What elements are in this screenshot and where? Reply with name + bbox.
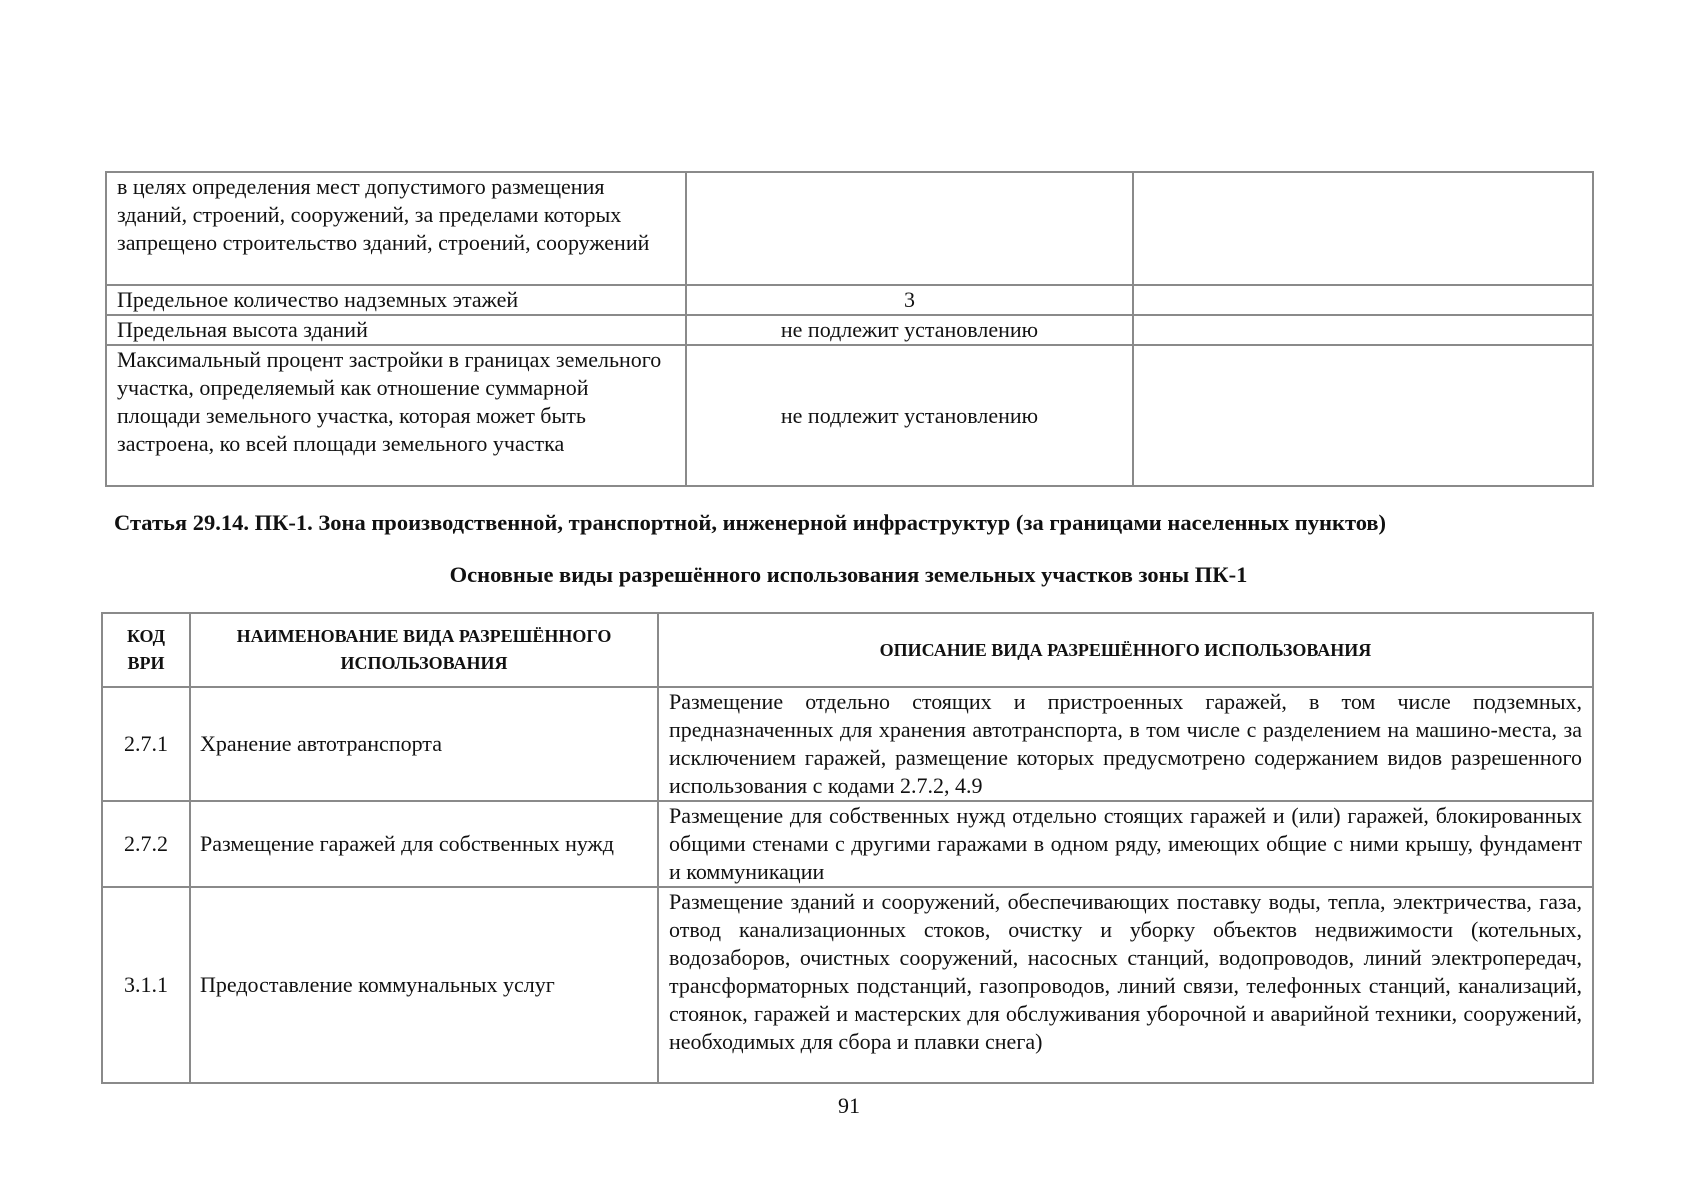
table-row — [102, 801, 1593, 887]
note-cell — [1133, 172, 1593, 285]
code-cell: 2.7.1 — [102, 687, 190, 801]
code-cell: 3.1.1 — [102, 887, 190, 1083]
value-cell: 3 — [686, 285, 1133, 315]
table-row — [106, 345, 1593, 486]
param-cell: Максимальный процент застройки в границах земельного участка, определяемый как отношение суммарной площади земельного участка, которая может быть застроена, ко всей площади земельного участка — [106, 345, 686, 486]
table-row — [102, 887, 1593, 1083]
header-code: КОД ВРИ — [102, 613, 190, 687]
table-row — [102, 687, 1593, 801]
land-use-table — [101, 612, 1594, 1084]
header-name: НАИМЕНОВАНИЕ ВИДА РАЗРЕШЁННОГО ИСПОЛЬЗОВАНИЯ — [190, 613, 658, 687]
note-cell — [1133, 315, 1593, 345]
parameters-table — [105, 171, 1594, 487]
table-row — [106, 172, 1593, 285]
param-cell: Предельная высота зданий — [106, 315, 686, 345]
table-row — [106, 285, 1593, 315]
description-cell: Размещение для собственных нужд отдельно стоящих гаражей и (или) гаражей, блокированных общими стенами с другими гаражами в одном ряду, имеющих общие с ними крышу, фундамент и коммуникации — [658, 801, 1593, 887]
name-cell: Предоставление коммунальных услуг — [190, 887, 658, 1083]
name-cell: Размещение гаражей для собственных нужд — [190, 801, 658, 887]
note-cell — [1133, 345, 1593, 486]
value-cell: не подлежит установлению — [686, 315, 1133, 345]
value-cell: не подлежит установлению — [686, 345, 1133, 486]
param-cell: в целях определения мест допустимого размещения зданий, строений, сооружений, за пределами которых запрещено строительство зданий, строений, сооружений — [106, 172, 686, 285]
section-title: Основные виды разрешённого использования земельных участков зоны ПК-1 — [449, 562, 1248, 587]
page-number: 91 — [838, 1093, 860, 1118]
article-title: Статья 29.14. ПК-1. Зона производственной, транспортной, инженерной инфраструктур (за границами населенных пунктов) — [114, 510, 1387, 535]
table-row — [106, 315, 1593, 345]
description-cell: Размещение отдельно стоящих и пристроенных гаражей, в том числе подземных, предназначенных для хранения автотранспорта, в том числе с разделением на машино-места, за исключением гаражей, размещение которых предусмотрено содержанием видов разрешенного использования с кодами 2.7.2, 4.9 — [658, 687, 1593, 801]
header-row — [102, 613, 1593, 687]
header-description: ОПИСАНИЕ ВИДА РАЗРЕШЁННОГО ИСПОЛЬЗОВАНИЯ — [658, 613, 1593, 687]
name-cell: Хранение автотранспорта — [190, 687, 658, 801]
code-cell: 2.7.2 — [102, 801, 190, 887]
description-cell: Размещение зданий и сооружений, обеспечивающих поставку воды, тепла, электричества, газа, отвод канализационных стоков, очистку и уборку объектов недвижимости (котельных, водозаборов, очистных сооружений, насосных станций, водопроводов, линий электропередач, трансформаторных подстанций, газопроводов, линий связи, телефонных станций, канализаций, стоянок, гаражей и мастерских для обслуживания уборочной и аварийной техники, сооружений, необходимых для сбора и плавки снега) — [658, 887, 1593, 1083]
note-cell — [1133, 285, 1593, 315]
value-cell — [686, 172, 1133, 285]
param-cell: Предельное количество надземных этажей — [106, 285, 686, 315]
